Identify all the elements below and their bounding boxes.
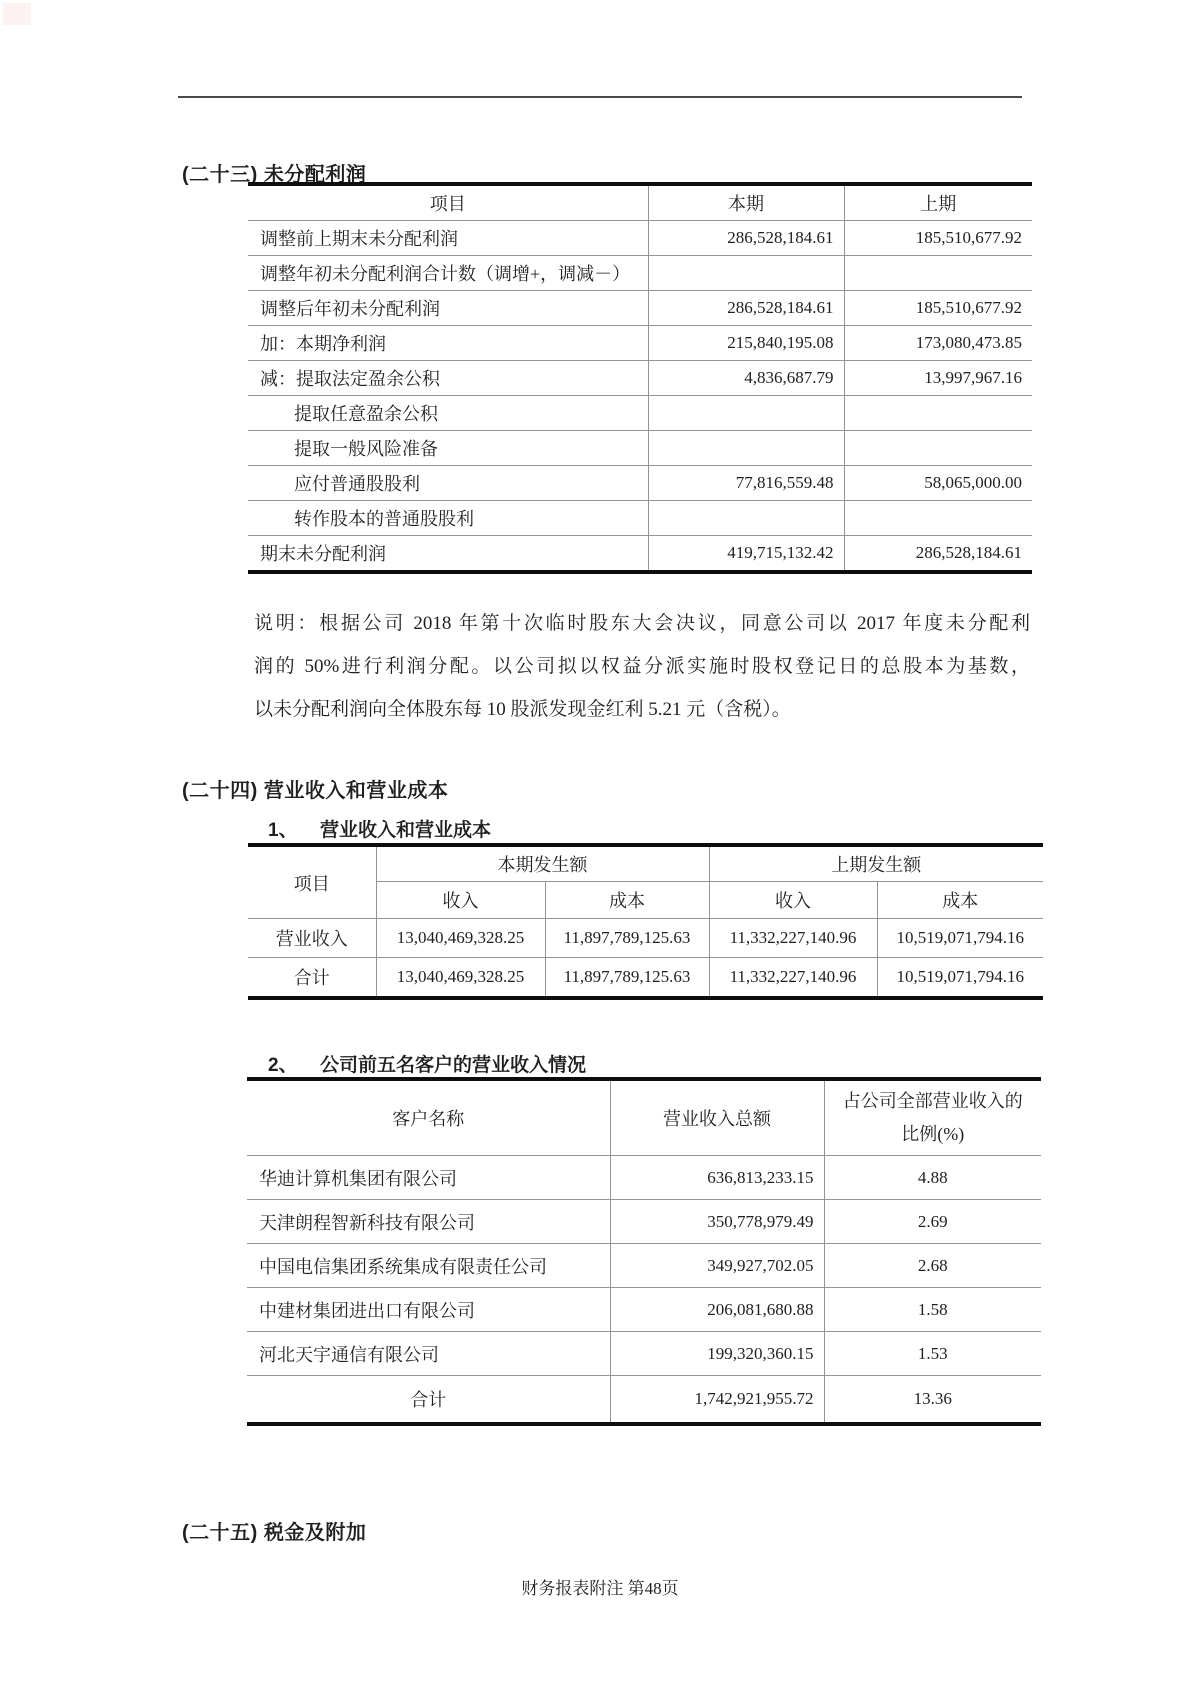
cell-percentage: 4.88: [824, 1156, 1041, 1200]
header-rule: [178, 96, 1022, 98]
cell-percentage: 2.68: [824, 1244, 1041, 1288]
cell-customer: 华迪计算机集团有限公司: [247, 1156, 610, 1200]
col-header-customer: 客户名称: [392, 1109, 465, 1129]
note-line: 以未分配利润向全体股东每 10 股派发现金红利 5.21 元（含税）。: [254, 699, 791, 720]
cell-item: 合计: [248, 958, 376, 999]
cell-current: 286,528,184.61: [648, 221, 844, 256]
table-row: [247, 1288, 1041, 1332]
note-line: 说明：根据公司 2018 年第十次临时股东大会决议，同意公司以 2017 年度未分配利: [254, 613, 1030, 634]
cell-item: 调整前上期末未分配利润: [248, 221, 648, 256]
cell-current: 77,816,559.48: [648, 466, 844, 501]
cell-prior: 286,528,184.61: [844, 536, 1032, 573]
cell-item: 调整后年初未分配利润: [248, 291, 648, 326]
cell-current: 419,715,132.42: [648, 536, 844, 573]
section-24-heading: (二十四) 营业收入和营业成本: [182, 780, 449, 802]
table-row: [248, 221, 1032, 256]
col-header-percentage: [824, 1079, 1041, 1156]
cell-customer: 中国电信集团系统集成有限责任公司: [247, 1244, 610, 1288]
cell-current: 215,840,195.08: [648, 326, 844, 361]
subsection-2-heading: [268, 1050, 586, 1077]
subsection-title: 公司前五名客户的营业收入情况: [320, 1055, 587, 1076]
undistributed-profit-table: [248, 182, 1032, 574]
cell-item: 营业收入: [248, 919, 376, 958]
table-group-header-row: [248, 845, 1043, 882]
cell-customer: 河北天宇通信有限公司: [247, 1332, 610, 1376]
cell-value: 13,040,469,328.25: [376, 958, 545, 999]
section-23-heading: (二十三) 未分配利润: [182, 164, 367, 186]
cell-revenue: 199,320,360.15: [610, 1332, 824, 1376]
col-header-prior: 上期: [844, 184, 1032, 221]
table-row: [248, 958, 1043, 999]
cell-value: 10,519,071,794.16: [877, 919, 1043, 958]
cell-prior: [844, 396, 1032, 431]
col-header-current-period: 本期发生额: [376, 845, 709, 882]
col-header-prior-period: 上期发生额: [709, 845, 1043, 882]
col-header-cost: 成本: [545, 882, 709, 919]
cell-item: 期末未分配利润: [248, 536, 648, 573]
cell-prior: 185,510,677.92: [844, 221, 1032, 256]
cell-revenue: 349,927,702.05: [610, 1244, 824, 1288]
table-row: [247, 1200, 1041, 1244]
table-row: [248, 291, 1032, 326]
cell-prior: 13,997,967.16: [844, 361, 1032, 396]
table-row: [248, 919, 1043, 958]
cell-customer: 天津朗程智新科技有限公司: [247, 1200, 610, 1244]
table-row: [248, 466, 1032, 501]
cell-revenue: 1,742,921,955.72: [610, 1376, 824, 1425]
table-row: [247, 1244, 1041, 1288]
col-header-income: 收入: [709, 882, 877, 919]
table-total-row: [247, 1376, 1041, 1425]
page-corner-artifact: [3, 3, 31, 25]
table-row: [248, 256, 1032, 291]
cell-revenue: 636,813,233.15: [610, 1156, 824, 1200]
cell-current: [648, 396, 844, 431]
table-header-row: [248, 184, 1032, 221]
subsection-1-heading: [268, 815, 491, 842]
cell-current: [648, 431, 844, 466]
cell-current: [648, 256, 844, 291]
table-row: [248, 431, 1032, 466]
cell-revenue: 350,778,979.49: [610, 1200, 824, 1244]
cell-prior: 185,510,677.92: [844, 291, 1032, 326]
cell-percentage: 1.53: [824, 1332, 1041, 1376]
col-header-item: 项目: [293, 873, 330, 894]
table-row: [248, 396, 1032, 431]
cell-current: 286,528,184.61: [648, 291, 844, 326]
col-header-income: 收入: [376, 882, 545, 919]
table-row: [247, 1332, 1041, 1376]
cell-prior: [844, 501, 1032, 536]
table-row: [247, 1156, 1041, 1200]
col-header-percentage-line2: 比例(%): [901, 1124, 965, 1144]
top-customers-table: [247, 1077, 1041, 1426]
col-header-percentage-line1: 占公司全部营业收入的: [842, 1091, 1023, 1111]
col-header-cost: 成本: [877, 882, 1043, 919]
cell-item: 减：提取法定盈余公积: [248, 361, 648, 396]
cell-percentage: 13.36: [824, 1376, 1041, 1425]
cell-current: 4,836,687.79: [648, 361, 844, 396]
col-header-current: 本期: [648, 184, 844, 221]
cell-value: 13,040,469,328.25: [376, 919, 545, 958]
cell-prior: [844, 256, 1032, 291]
section-25-heading: (二十五) 税金及附加: [182, 1522, 367, 1544]
page-footer: 财务报表附注 第48页: [521, 1579, 679, 1598]
note-paragraph: [254, 602, 1030, 731]
revenue-cost-table: [248, 843, 1043, 1000]
cell-value: 11,332,227,140.96: [709, 958, 877, 999]
cell-value: 10,519,071,794.16: [877, 958, 1043, 999]
cell-revenue: 206,081,680.88: [610, 1288, 824, 1332]
cell-value: 11,897,789,125.63: [545, 958, 709, 999]
table-row: [248, 501, 1032, 536]
cell-item: 调整年初未分配利润合计数（调增+，调减－）: [248, 256, 648, 291]
cell-value: 11,897,789,125.63: [545, 919, 709, 958]
note-line: 润的 50%进行利润分配。以公司拟以权益分派实施时股权登记日的总股本为基数，: [254, 656, 1030, 677]
cell-item: 提取一般风险准备: [248, 431, 648, 466]
subsection-number: 2、: [268, 1055, 298, 1076]
cell-item: 转作股本的普通股股利: [248, 501, 648, 536]
col-header-revenue: 营业收入总额: [610, 1079, 824, 1156]
cell-item: 提取任意盈余公积: [248, 396, 648, 431]
table-header-row: [247, 1079, 1041, 1156]
cell-customer: 中建材集团进出口有限公司: [247, 1288, 610, 1332]
cell-percentage: 2.69: [824, 1200, 1041, 1244]
table-row: [248, 361, 1032, 396]
table-row: [248, 326, 1032, 361]
subsection-number: 1、: [268, 820, 298, 841]
col-header-item: 项目: [429, 194, 466, 214]
cell-value: 11,332,227,140.96: [709, 919, 877, 958]
cell-prior: 58,065,000.00: [844, 466, 1032, 501]
cell-current: [648, 501, 844, 536]
table-row: [248, 536, 1032, 573]
cell-item: 应付普通股股利: [248, 466, 648, 501]
cell-prior: [844, 431, 1032, 466]
subsection-title: 营业收入和营业成本: [320, 820, 492, 841]
cell-percentage: 1.58: [824, 1288, 1041, 1332]
cell-item: 加：本期净利润: [248, 326, 648, 361]
cell-customer: 合计: [247, 1376, 610, 1425]
cell-prior: 173,080,473.85: [844, 326, 1032, 361]
